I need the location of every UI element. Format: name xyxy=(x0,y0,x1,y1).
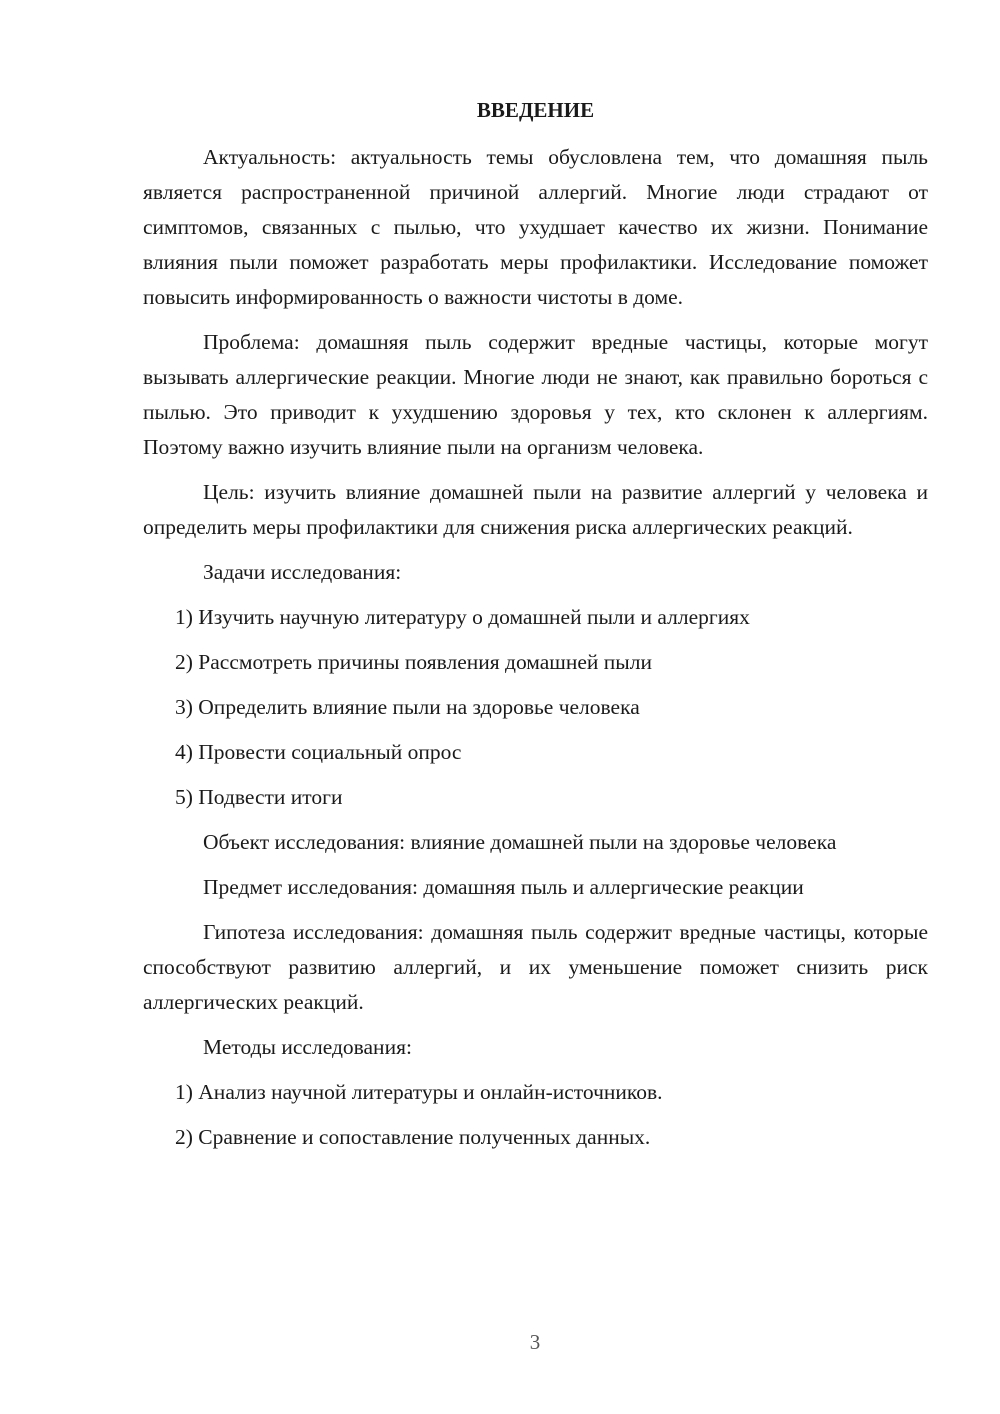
problem-paragraph: Проблема: домашняя пыль содержит вредные частицы, которые могут вызывать аллергические реакции. Многие люди не знают, как правильно бороться с пылью. Это приводит к ухудшению здоровья у тех, кто склонен к аллергиям. Поэтому важно изучить влияние пыли на организм человека. xyxy=(143,330,928,459)
tasks-heading: Задачи исследования: xyxy=(203,560,402,584)
tasks-list xyxy=(143,600,928,815)
object-paragraph: Объект исследования: влияние домашней пыли на здоровье человека xyxy=(203,830,837,854)
task-item: 3) Определить влияние пыли на здоровье человека xyxy=(175,695,640,719)
page-number: 3 xyxy=(529,1330,541,1354)
method-item: 2) Сравнение и сопоставление полученных данных. xyxy=(175,1125,651,1149)
method-item: 1) Анализ научной литературы и онлайн-источников. xyxy=(175,1080,663,1104)
methods-heading: Методы исследования: xyxy=(203,1035,412,1059)
task-item: 1) Изучить научную литературу о домашней пыли и аллергиях xyxy=(175,605,750,629)
task-item: 2) Рассмотреть причины появления домашней пыли xyxy=(175,650,652,674)
task-item: 4) Провести социальный опрос xyxy=(175,740,462,764)
hypothesis-paragraph: Гипотеза исследования: домашняя пыль содержит вредные частицы, которые способствуют развитию аллергий, и их уменьшение поможет снизить риск аллергических реакций. xyxy=(143,920,928,1014)
goal-paragraph: Цель: изучить влияние домашней пыли на развитие аллергий у человека и определить меры профилактики для снижения риска аллергических реакций. xyxy=(143,480,928,539)
document-page xyxy=(143,93,928,1165)
section-title: ВВЕДЕНИЕ xyxy=(476,98,595,122)
subject-paragraph: Предмет исследования: домашняя пыль и аллергические реакции xyxy=(203,875,804,899)
task-item: 5) Подвести итоги xyxy=(175,785,343,809)
methods-list xyxy=(143,1075,928,1155)
relevance-paragraph: Актуальность: актуальность темы обусловлена тем, что домашняя пыль является распространенной причиной аллергий. Многие люди страдают от симптомов, связанных с пылью, что ухудшает качество их жизни. Понимание влияния пыли поможет разработать меры профилактики. Исследование поможет повысить информированность о важности чистоты в доме. xyxy=(143,145,928,309)
